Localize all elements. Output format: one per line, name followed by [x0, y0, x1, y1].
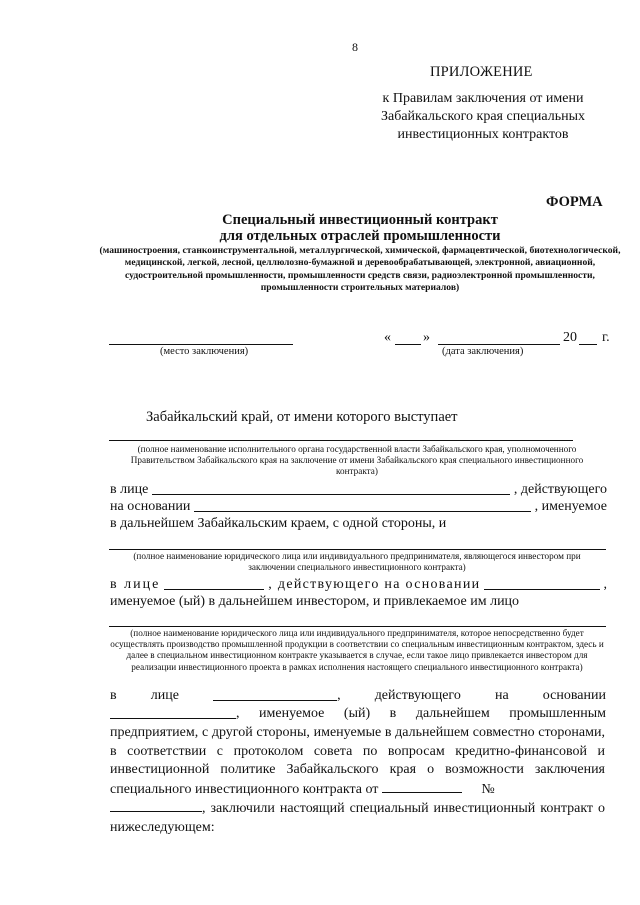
party3-word-acting: действующего: [374, 688, 461, 703]
date-close-quote: »: [423, 330, 430, 345]
party3-representative-line: [213, 700, 337, 701]
date-open-quote: «: [384, 330, 391, 345]
party1-intro: Забайкальский край, от имени которого выступает: [146, 409, 458, 425]
party3-word-on: на: [494, 688, 509, 703]
party3-word-in: в: [110, 688, 117, 703]
party1-basis-label: на основании: [110, 499, 191, 514]
appendix-subtitle: к Правилам заключения от имени Забайкальского края специальных инвестиционных контрактов: [380, 91, 586, 142]
party3-note: (полное наименование юридического лица или индивидуального предпринимателя, которое непосредственно будет осуществлять производство промышленной продукции в соответствии со специальным инвестиционным контрактом, здесь и далее в специальном инвестиционном контракте указывается в случае, если такое лицо привлекается инвестором для реализации инвестиционного проекта в рамках исполнения настоящего специального инвестиционного контракта): [110, 628, 604, 672]
party3-comma: ,: [337, 688, 341, 703]
party2-name-line: [109, 549, 606, 550]
party1-in-person-label: в лице: [110, 482, 149, 497]
party3-named-text: , именуемое (ый) в дальнейшем промышленным: [236, 706, 606, 721]
party1-basis-row: [110, 499, 607, 515]
party3-basis-line: [110, 718, 236, 719]
party1-representative-row: [110, 482, 607, 498]
date-month-line: [438, 344, 560, 345]
party2-representative-row: [110, 577, 607, 593]
date-day-line: [395, 344, 421, 345]
party3-word-basis: основании: [542, 688, 606, 703]
party3-representative-field: [213, 688, 341, 704]
date-caption: (дата заключения): [442, 346, 524, 357]
party3-protocol-body: предприятием, с другой стороны, именуемые в дальнейшем совместно сторонами, в соответствии с протоколом совета по вопросам кредитно-финансовой и инвестиционной политике Забайкальского края о возможности заключения специального инвестиционного контракта от: [110, 725, 605, 797]
place-caption: (место заключения): [160, 346, 249, 357]
appendix-title: ПРИЛОЖЕНИЕ: [430, 64, 533, 80]
date-year-suffix: г.: [602, 330, 610, 345]
party1-basis-line: [194, 511, 530, 512]
party2-in-person-label: в лице: [110, 577, 161, 592]
place-line: [109, 344, 293, 345]
party1-acting-label: , действующего: [513, 482, 607, 497]
date-year-line: [579, 344, 597, 345]
party1-named-label: , именуемое: [534, 499, 607, 514]
industries-list: (машиностроения, станкоинструментальной, металлургической, химической, фармацевтической, биотехнологической, медицинской, легкой, лесной, целлюлозно-бумажной и деревообрабатывающей, электронной, авиационной, судостроительной промышленности, промышленности средств связи, радиоэлектронной промышленности, промышленности строительных материалов): [99, 245, 621, 293]
party2-comma: ,: [603, 577, 607, 592]
document-title-line-2: для отдельных отраслей промышленности: [219, 228, 501, 244]
protocol-number-sign: №: [481, 781, 495, 797]
page-number: 8: [352, 40, 358, 54]
party1-representative-line: [152, 494, 510, 495]
form-label: ФОРМА: [546, 194, 603, 210]
party3-word-person: лице: [150, 688, 179, 703]
party3-basis-row: [110, 706, 606, 722]
party1-hereinafter: в дальнейшем Забайкальским краем, с одной стороны, и: [110, 516, 447, 531]
party3-closing-text: , заключили настоящий специальный инвестиционный контракт о нижеследующем:: [110, 801, 605, 835]
party3-protocol-text: [110, 724, 605, 838]
party2-note: (полное наименование юридического лица или индивидуального предпринимателя, являющегося инвестором при заключении специального инвестиционного контракта): [133, 551, 581, 573]
document-title: [110, 212, 610, 244]
party2-representative-line: [164, 589, 264, 590]
date-year-prefix: 20: [563, 330, 577, 345]
party2-hereinafter: именуемое (ый) в дальнейшем инвестором, и привлекаемое им лицо: [110, 594, 520, 609]
party3-representative-row: [110, 688, 606, 704]
party2-acting-label: , действующего на основании: [268, 577, 481, 592]
party3-name-line: [109, 626, 606, 627]
party1-name-line: [109, 440, 573, 441]
document-title-line-1: Специальный инвестиционный контракт: [222, 212, 498, 228]
protocol-number-line: [110, 799, 202, 812]
protocol-date-line: [382, 780, 462, 793]
party2-basis-line: [484, 589, 599, 590]
party1-note: (полное наименование исполнительного органа государственной власти Забайкальского края, уполномоченного Правительством Забайкальского края на заключение от имени Забайкальского края специального инвестиционного контракта): [130, 444, 584, 477]
